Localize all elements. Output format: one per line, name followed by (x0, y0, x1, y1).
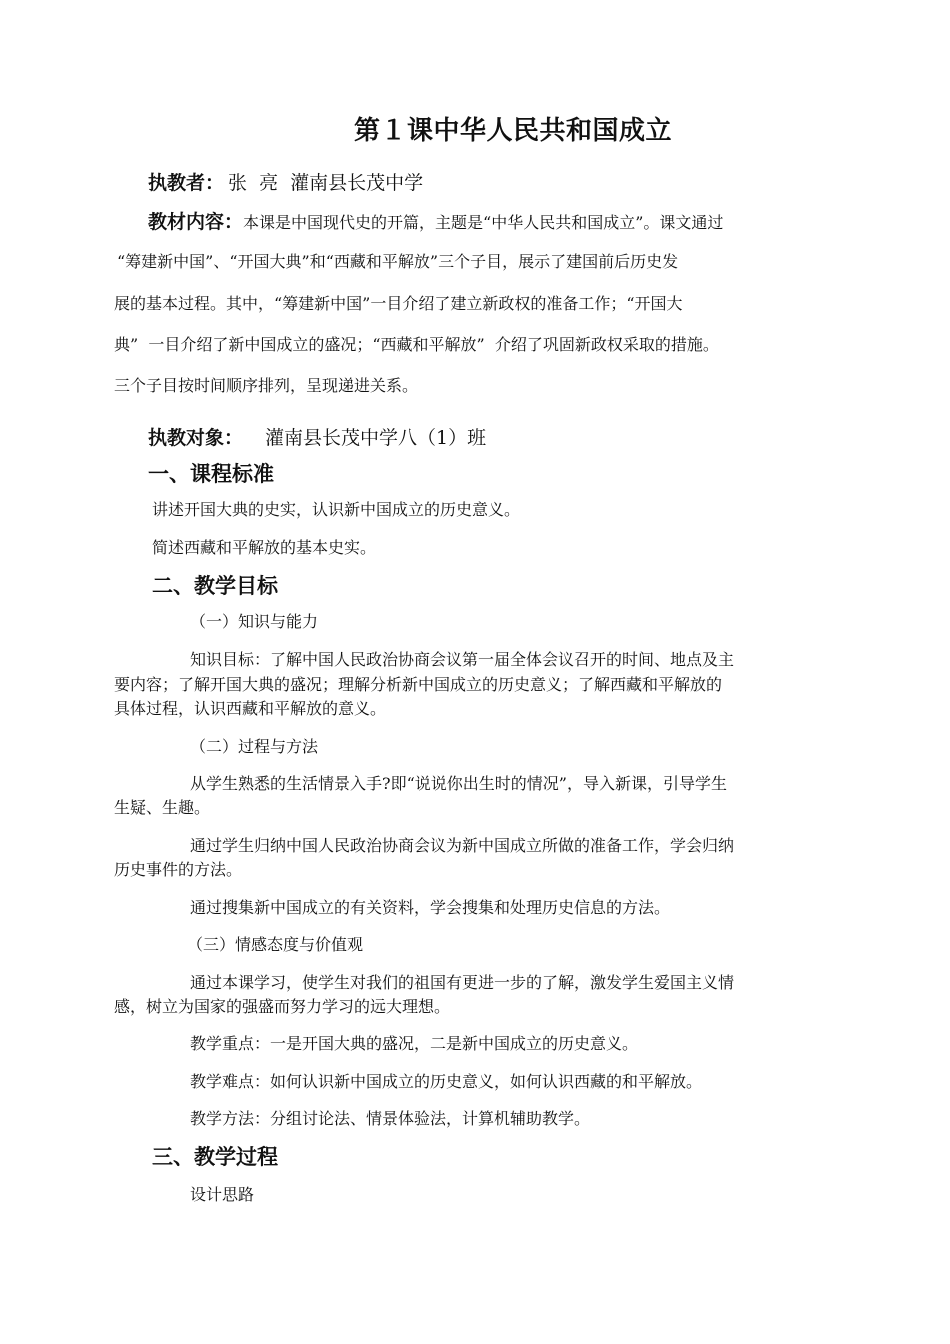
design-approach-label: 设计思路 (190, 1185, 255, 1204)
knowledge-line-3: 具体过程，认识西藏和平解放的意义。 (114, 699, 387, 718)
teaching-difficulties: 教学难点：如何认识新中国成立的历史意义，如何认识西藏的和平解放。 (190, 1072, 703, 1091)
knowledge-line-1: 知识目标：了解中国人民政治协商会议第一届全体会议召开的时间、地点及主 (190, 650, 735, 669)
process-2-line-2: 历史事件的方法。 (114, 860, 243, 879)
section-heading-process: 三、教学过程 (152, 1144, 278, 1169)
process-1-line-2: 生疑、生趣。 (114, 798, 211, 817)
content-line-1: 本课是中国现代史的开篇，主题是“中华人民共和国成立”。课文通过 (243, 213, 724, 232)
section-heading-goals: 二、教学目标 (152, 573, 278, 598)
audience-line (148, 423, 486, 450)
content-label: 教材内容： (148, 211, 244, 233)
content-first-line (148, 207, 723, 234)
section-heading-standards: 一、课程标准 (148, 461, 274, 486)
audience-value: 灌南县长茂中学八（1）班 (265, 427, 487, 449)
audience-label: 执教对象： (148, 427, 244, 449)
knowledge-line-2: 要内容；了解开国大典的盛况；理解分析新中国成立的历史意义；了解西藏和平解放的 (114, 675, 723, 694)
page-title: 第１课中华人民共和国成立 (353, 116, 672, 146)
standard-item-1: 讲述开国大典的史实，认识新中国成立的历史意义。 (152, 500, 521, 519)
teacher-line (148, 168, 423, 195)
subheading-emotion: （三）情感态度与价值观 (187, 935, 364, 954)
teaching-key-points: 教学重点：一是开国大典的盛况，二是新中国成立的历史意义。 (190, 1034, 639, 1053)
process-1-line-1: 从学生熟悉的生活情景入手?即“说说你出生时的情况”，导入新课，引导学生 (190, 774, 727, 793)
emotion-line-2: 感，树立为国家的强盛而努力学习的远大理想。 (114, 997, 451, 1016)
content-line-5: 三个子目按时间顺序排列，呈现递进关系。 (114, 376, 419, 395)
process-3-line: 通过搜集新中国成立的有关资料，学会搜集和处理历史信息的方法。 (190, 898, 671, 917)
subheading-knowledge: （一）知识与能力 (190, 612, 319, 631)
content-line-2: “筹建新中国”、“开国大典”和“西藏和平解放”三个子目，展示了建国前后历史发 (117, 252, 679, 271)
teaching-methods: 教学方法：分组讨论法、情景体验法，计算机辅助教学。 (190, 1109, 591, 1128)
teacher-value: 张 亮 灌南县长茂中学 (228, 172, 424, 194)
content-line-4: 典” 一目介绍了新中国成立的盛况；“西藏和平解放” 介绍了巩固新政权采取的措施。 (114, 335, 719, 354)
process-2-line-1: 通过学生归纳中国人民政治协商会议为新中国成立所做的准备工作，学会归纳 (190, 836, 735, 855)
subheading-process: （二）过程与方法 (190, 737, 319, 756)
standard-item-2: 简述西藏和平解放的基本史实。 (152, 538, 377, 557)
teacher-label: 执教者： (148, 172, 225, 194)
content-line-3: 展的基本过程。其中，“筹建新中国”一目介绍了建立新政权的准备工作；“开国大 (114, 294, 683, 313)
emotion-line-1: 通过本课学习，使学生对我们的祖国有更进一步的了解，激发学生爱国主义情 (190, 973, 735, 992)
